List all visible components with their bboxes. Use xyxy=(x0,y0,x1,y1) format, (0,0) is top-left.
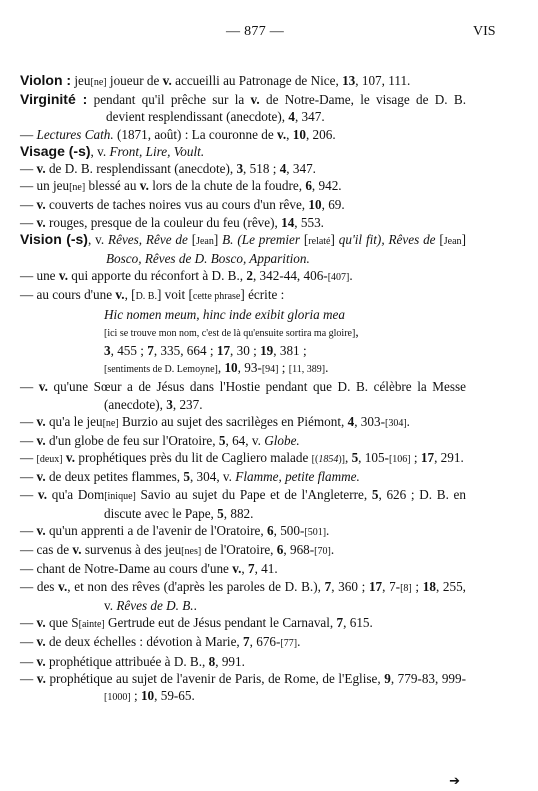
index-entry: — v. prophétique attribuée à D. B., 8, 991. xyxy=(20,653,245,669)
index-entry: — v. prophétique au sujet de l'avenir de Paris, de Rome, de l'Eglise, 9, 779-83, 999-[1000] ; 10, 59-65. xyxy=(20,670,467,703)
index-entry: — un jeu[ne] blessé au v. lors de la chute de la foudre, 6, 942. xyxy=(20,178,342,194)
index-entry: — v. qu'une Sœur a de Jésus dans l'Hostie pendant que D. B. célèbre la Messe (anecdote), 3, 237. xyxy=(20,379,466,412)
index-entry: — chant de Notre-Dame au cours d'une v., 7, 41. xyxy=(20,561,278,577)
index-entry: — v. qu'a le jeu[ne] Burzio au sujet des sacrilèges en Piémont, 4, 303-[304]. xyxy=(20,413,410,429)
index-entry: Vision (-s), v. Rêves, Rêve de [Jean] B. (Le premier [relaté] qu'il fit), Rêves de [Jean] Bosco, Rêves de D. Bosco, Apparition. xyxy=(20,230,466,267)
index-entry: — v. couverts de taches noires vus au cours d'un rêve, 10, 69. xyxy=(20,197,345,213)
index-entry: — v. rouges, presque de la couleur du feu (rêve), 14, 553. xyxy=(20,214,324,230)
running-head: VIS xyxy=(473,24,496,39)
index-entry: — v. qu'a Dom[inique] Savio au sujet du Pape et de l'Angleterre, 5, 626 ; D. B. en discute avec le Pape, 5, 882. xyxy=(20,486,466,521)
index-body xyxy=(0,72,538,706)
index-entry: — [deux] v. prophétiques près du lit de Cagliero malade [(1854)], 5, 105-[106] ; 17, 291. xyxy=(20,450,464,466)
index-entry: — v. de deux échelles : dévotion à Marie, 7, 676-[77]. xyxy=(20,634,301,650)
index-entry: Violon : jeu[ne] joueur de v. accueilli au Patronage de Nice, 13, 107, 111. xyxy=(20,72,411,88)
index-entry: Visage (-s), v. Front, Lire, Voult. xyxy=(20,142,205,159)
page-number: — 877 — xyxy=(226,24,285,39)
page-header xyxy=(0,24,538,44)
index-entry: — v. de D. B. resplendissant (anecdote), 3, 518 ; 4, 347. xyxy=(20,161,316,177)
index-entry: — Lectures Cath. (1871, août) : La couronne de v., 10, 206. xyxy=(20,126,336,142)
index-entry: — une v. qui apporte du réconfort à D. B., 2, 342-44, 406-[407]. xyxy=(20,268,353,284)
index-entry: — v. d'un globe de feu sur l'Oratoire, 5, 64, v. Globe. xyxy=(20,433,300,449)
index-entry: — cas de v. survenus à des jeu[nes] de l'Oratoire, 6, 968-[70]. xyxy=(20,542,335,558)
index-entry: — des v., et non des rêves (d'après les paroles de D. B.), 7, 360 ; 17, 7-[8] ; 18, 255, v. Rêves de D. B.. xyxy=(20,578,466,613)
index-entry: Virginité : pendant qu'il prêche sur la v. de Notre-Dame, le visage de D. B. devient resplendissant (anecdote), 4, 347. xyxy=(20,91,466,125)
index-entry: — v. de deux petites flammes, 5, 304, v. Flamme, petite flamme. xyxy=(20,469,360,485)
continuation-arrow-icon: ➔ xyxy=(449,774,460,789)
index-entry: — v. que S[ainte] Gertrude eut de Jésus pendant le Carnaval, 7, 615. xyxy=(20,615,373,631)
index-entry: — au cours d'une v., [D. B.] voit [cette phrase] écrite : Hic nomen meum, hinc inde exibit gloria mea [ici se trouve mon nom, c'est de là qu'ensuite sortira ma gloire], 3, 455 ; 7, 335, 664 ; 17, 30 ; 19, 381 ; [sentiments de D. Lemoyne], 10, 93-[94] ; [11, 389]. xyxy=(20,287,359,376)
index-entry: — v. qu'un apprenti a de l'avenir de l'Oratoire, 6, 500-[501]. xyxy=(20,523,330,539)
